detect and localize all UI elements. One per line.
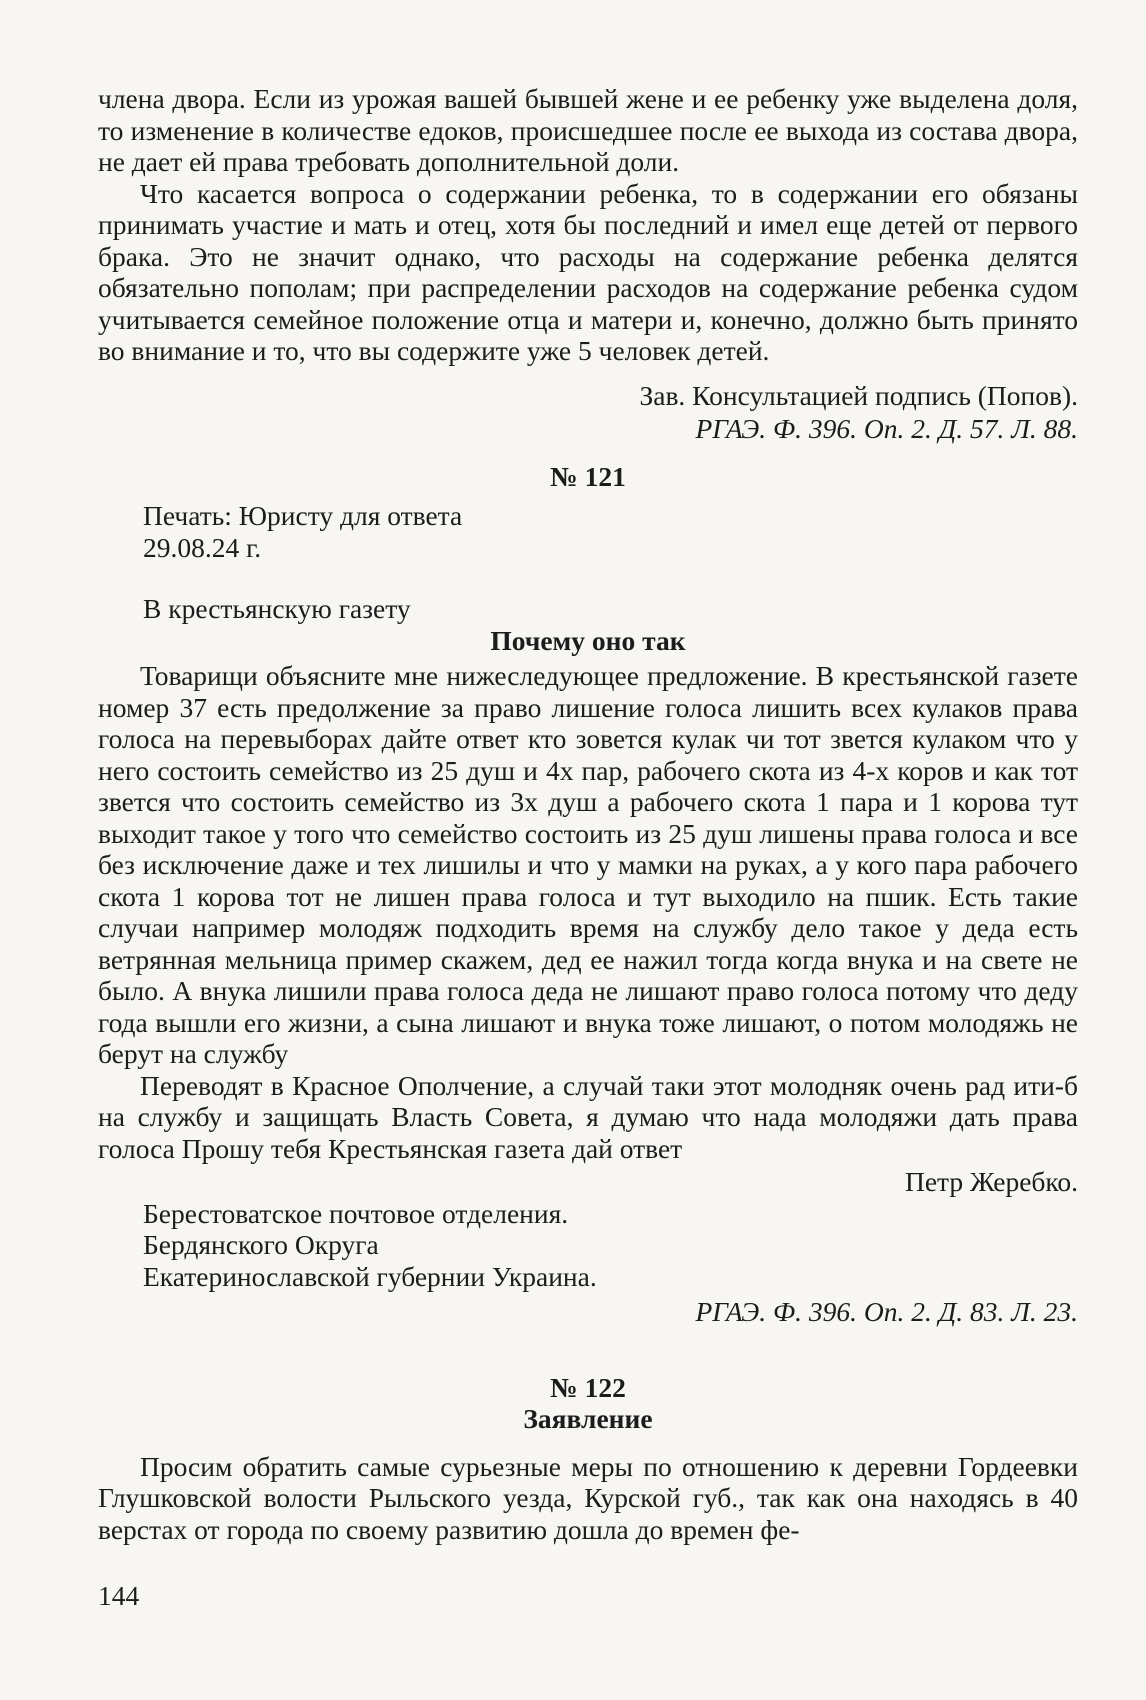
addressee: В крестьянскую газету — [143, 593, 411, 624]
archive-reference-2: РГАЭ. Ф. 396. Оп. 2. Д. 83. Л. 23. — [695, 1296, 1078, 1327]
stamp-line: Печать: Юристу для ответа — [143, 500, 463, 531]
paragraph-child-support: Что касается вопроса о содержании ребенка, то в содержании его обязаны принимать участие и мать и отец, хотя бы последний и имел еще детей от первого брака. Это не значит однако, что расходы на содержание ребенка делятся обязательно пополам; при распределении расходов на содержание ребенка судом учитывается семейное положение отца и матери и, конечно, должно быть принято во внимание и то, что вы содержите уже 5 человек детей. — [98, 177, 1078, 366]
archive-reference-1: РГАЭ. Ф. 396. Оп. 2. Д. 57. Л. 88. — [695, 413, 1078, 444]
letter-signature: Петр Жеребко. — [904, 1166, 1078, 1197]
statement-title: Заявление — [523, 1403, 653, 1434]
paragraph-continuation: члена двора. Если из урожая вашей бывшей жене и ее ребенку уже выделена доля, то изменение в количестве едоков, происшедшее после ее выхода из состава двора, не дает ей права требовать дополнительной доли. — [98, 83, 1078, 177]
address-line: Екатеринославской губернии Украина. — [143, 1260, 597, 1292]
signature-consultation: Зав. Консультацией подпись (Попов). — [639, 379, 1078, 411]
document-number-122: № 122 — [550, 1371, 626, 1403]
address-line: Берестоватское почтовое отделения. — [143, 1197, 569, 1229]
letter-paragraph-2: Переводят в Красное Ополчение, а случай таки этот молодняк очень рад ити-б на службу и защищать Власть Совета, я думаю что нада молодяжи дать права голоса Прошу тебя Крестьянская газета дай ответ — [98, 1069, 1078, 1164]
statement-paragraph: Просим обратить самые сурьезные меры по отношению к деревни Гордеевки Глушковской волости Рыльского уезда, Курской губ., так как она находясь в 40 верстах от города по своему развитию дошла до времен фе- — [98, 1450, 1078, 1545]
document-number-121: № 121 — [550, 460, 626, 492]
address-line: Бердянского Округа — [143, 1229, 379, 1260]
letter-paragraph-1: Товарищи объясните мне нижеследующее предложение. В крестьянской газете номер 37 есть предолжение за право лишение голоса лишить всех кулаков права голоса на перевыборах дайте ответ кто зовется кулак чи тот зветcя кулаком что у него состоить семейство из 25 душ и 4х пар, рабочего скота из 4-х коров и как тот зветcя что состоить семейство из 3х душ а рабочего скота 1 пара и 1 корова тут выходит такое у того что семейство состоить из 25 душ лишены права голоса и все без исключение даже и тех лишилы и что у мамки на руках, а у кого пара рабочего скота 1 корова тот не лишен права голоса и тут выходило на пшик. Есть такие случаи например молодяж подходить время на службу дело такое у деда есть ветрянная мельница пример скажем, дед ее нажил тогда когда внука и на свете не было. А внука лишили права голоса деда не лишают право голоса потому что деду года вышли его жизни, а сына лишают и внука тоже лишают, о потом молодяжь не берут на службу — [98, 660, 1078, 1069]
stamp-date: 29.08.24 г. — [143, 531, 262, 563]
letter-title: Почему оно так — [490, 624, 686, 656]
page-number: 144 — [98, 1580, 140, 1611]
text-column — [98, 83, 1078, 1545]
